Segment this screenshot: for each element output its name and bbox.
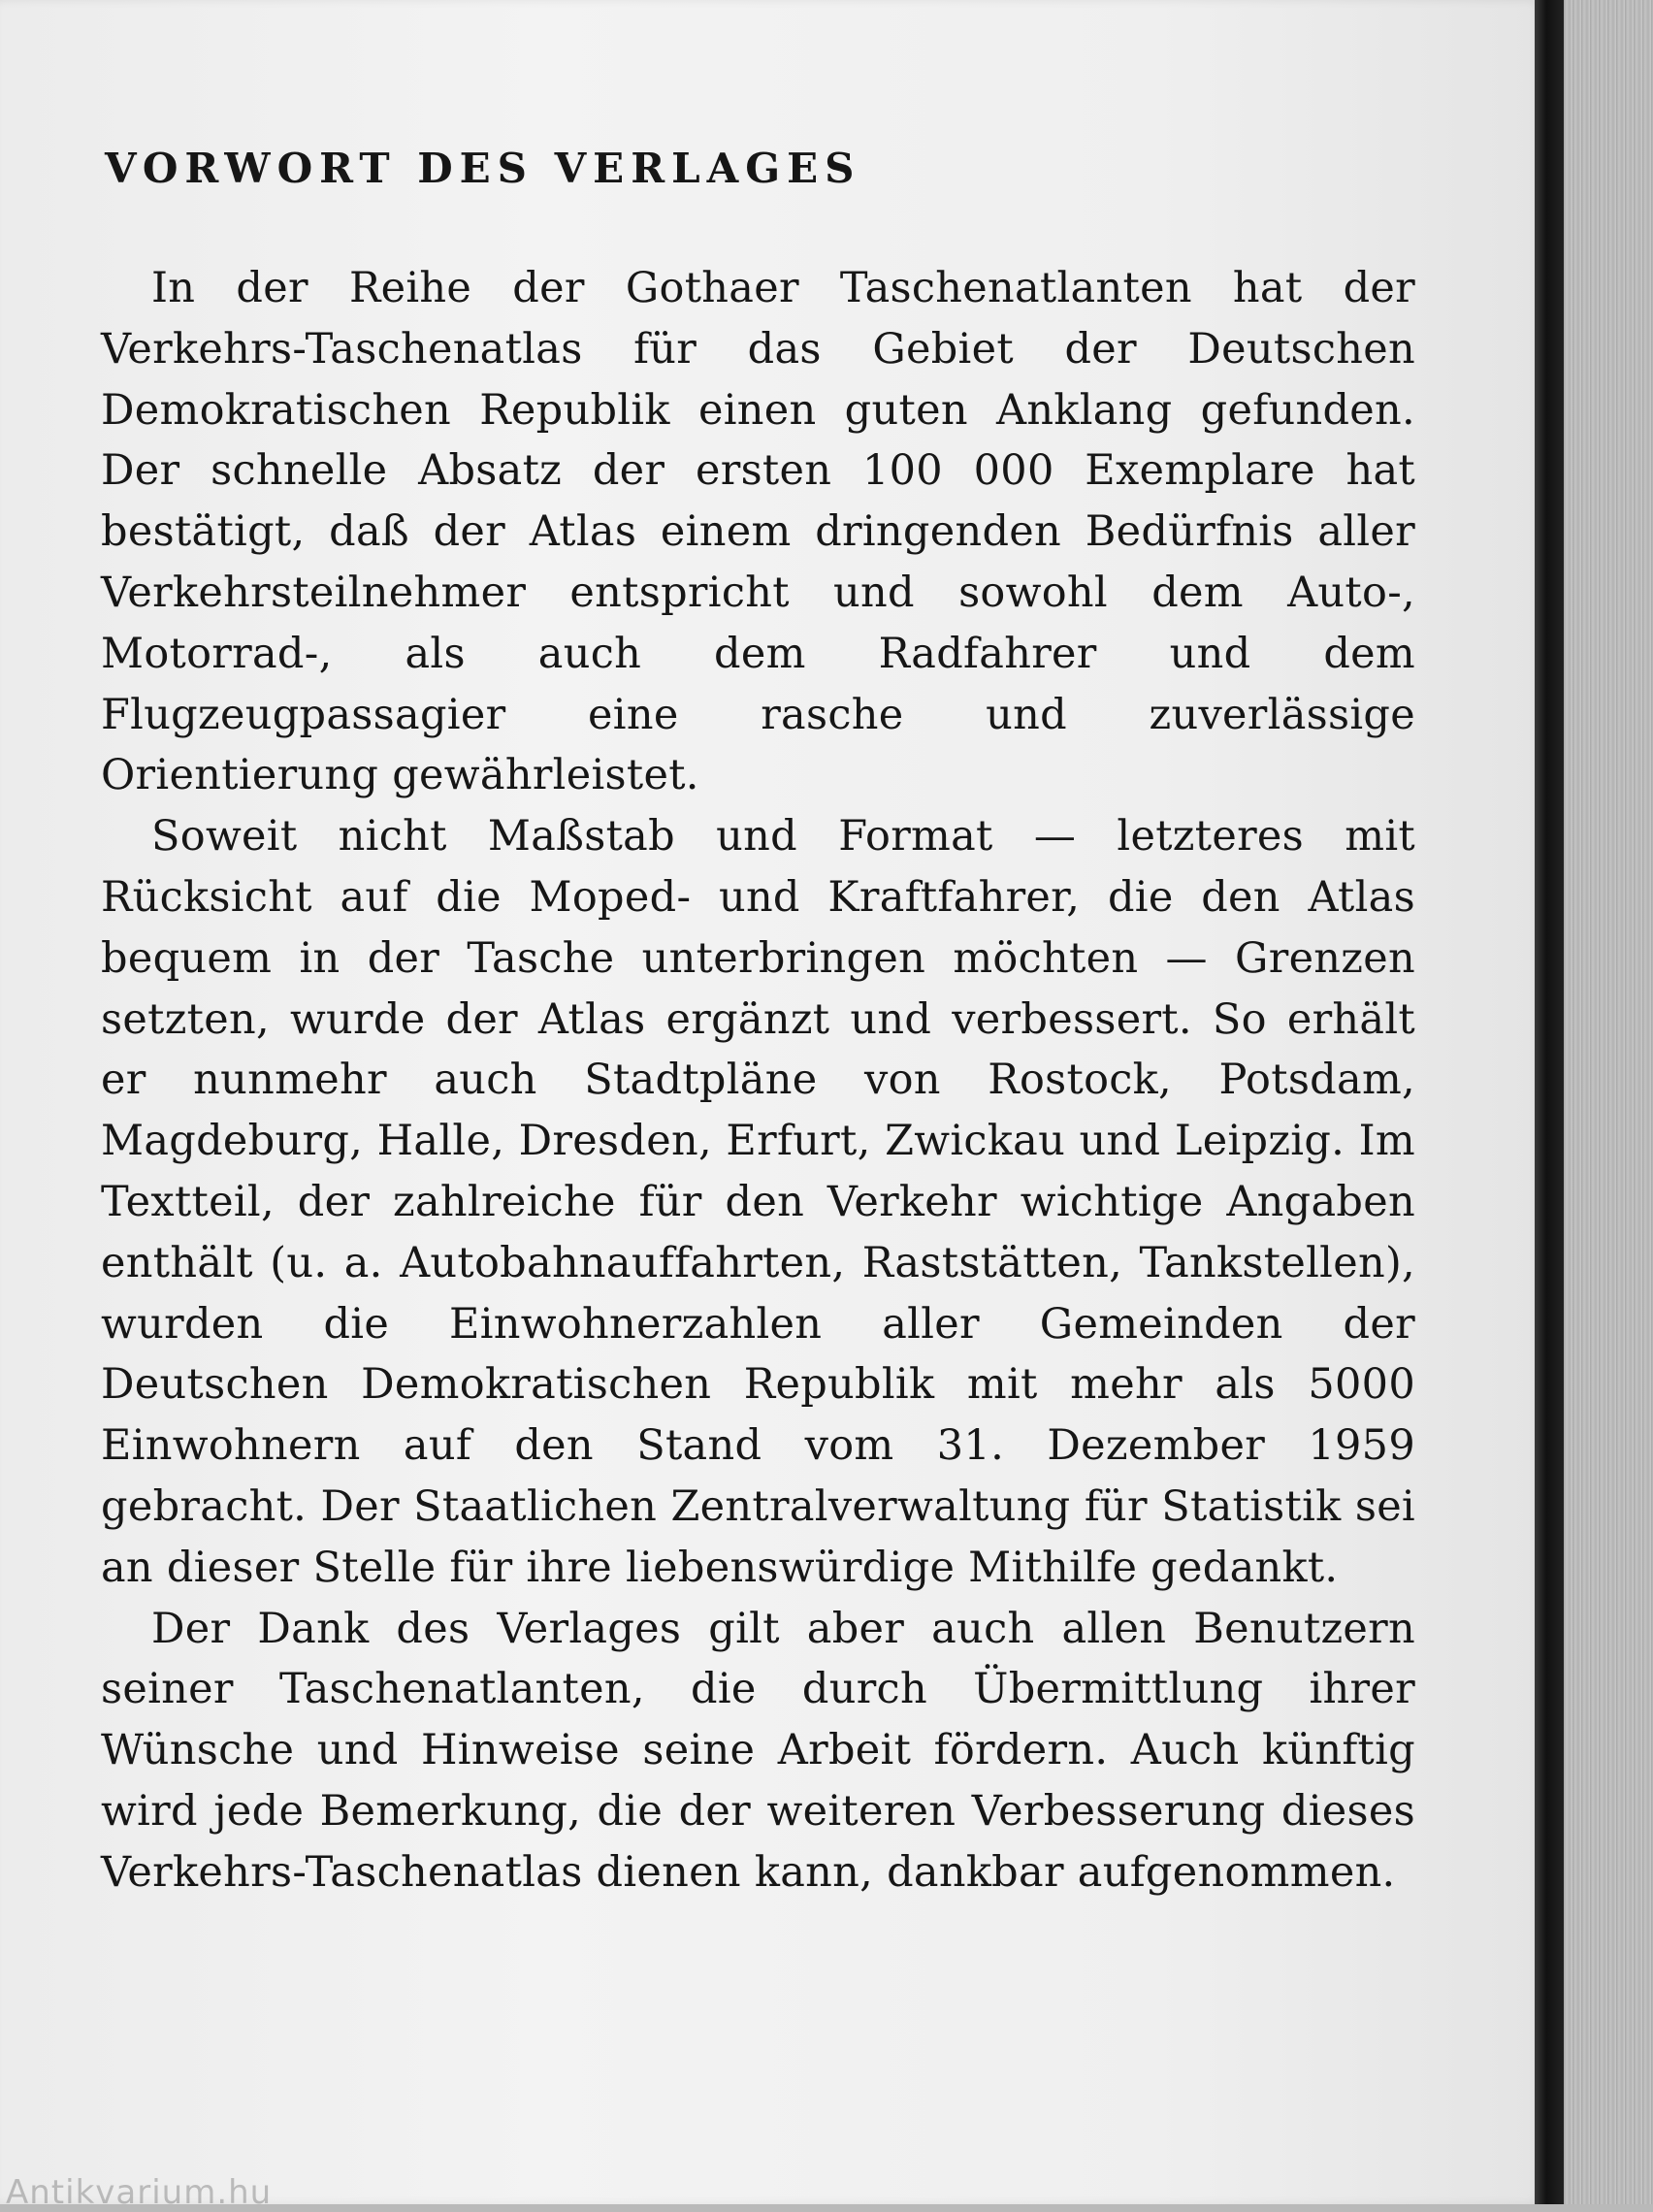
paragraph-3: Der Dank des Verlages gilt aber auch allen Benutzern seiner Taschenatlanten, die durch Übermittlung ihrer Wünsche und Hinweise seine Arbeit fördern. Auch künftig wird jede Bemerkung, die der weiteren Verbesserung dieses Verkehrs-Taschenatlas dienen kann, dankbar aufgenommen. xyxy=(101,1604,1415,1897)
paragraph-1: In der Reihe der Gothaer Taschenatlanten hat der Verkehrs-Taschenatlas für das Gebiet der Deutschen Demokratischen Republik einen guten Anklang gefunden. Der schnelle Absatz der ersten 100 000 Exemplare hat bestätigt, daß der Atlas einem dringenden Bedürfnis aller Verkehrsteilnehmer entspricht und sowohl dem Auto-, Motorrad-, als auch dem Radfahrer und dem Flugzeugpassagier eine rasche und zuverlässige Orientierung gewährleistet. xyxy=(101,264,1415,800)
page-heading: VORWORT DES VERLAGES xyxy=(105,145,861,192)
paragraph-2: Soweit nicht Maßstab und Format — letzteres mit Rücksicht auf die Moped- und Kraftfahrer, die den Atlas bequem in der Tasche unterbringen möchten — Grenzen setzten, wurde der Atlas ergänzt und verbessert. So erhält er nunmehr auch Stadtpläne von Rostock, Potsdam, Magdeburg, Halle, Dresden, Erfurt, Zwickau und Leipzig. Im Textteil, der zahlreiche für den Verkehr wichtige Angaben enthält (u. a. Autobahnauffahrten, Raststätten, Tankstellen), wurden die Einwohnerzahlen aller Gemeinden der Deutschen Demokratischen Republik mit mehr als 5000 Einwohnern auf den Stand vom 31. Dezember 1959 gebracht. Der Staatlichen Zentralverwaltung für Statistik sei an dieser Stelle für ihre liebenswürdige Mithilfe gedankt. xyxy=(101,812,1415,1592)
watermark: Antikvarium.hu xyxy=(6,2173,273,2212)
book-spine xyxy=(1535,0,1564,2204)
background-surface xyxy=(1564,0,1653,2204)
page-content xyxy=(101,146,1415,1903)
